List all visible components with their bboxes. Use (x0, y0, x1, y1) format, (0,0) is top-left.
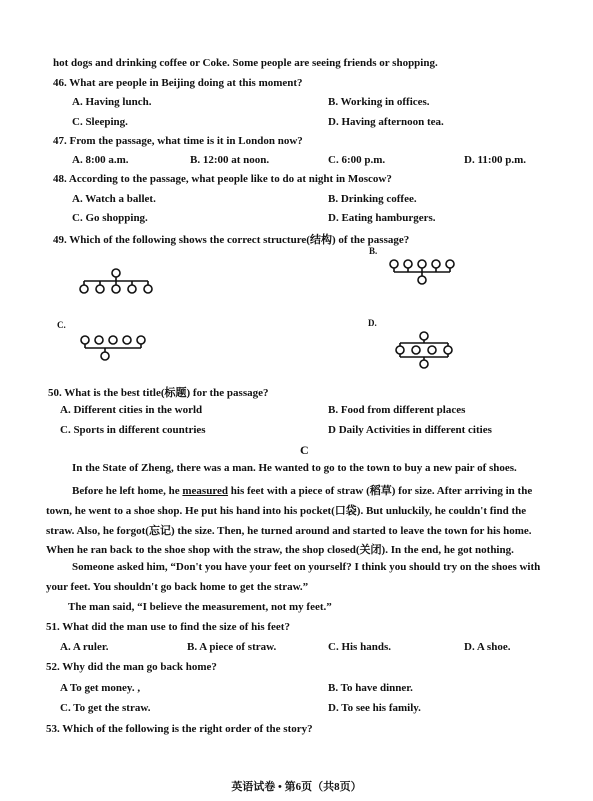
q51-option-b: B. A piece of straw. (187, 641, 277, 653)
q48-option-c: C. Go shopping. (72, 212, 148, 224)
q48-option-d: D. Eating hamburgers. (328, 212, 436, 224)
q50-option-a: A. Different cities in the world (60, 404, 203, 416)
q50-option-c: C. Sports in different countries (60, 424, 206, 436)
q46-option-c: C. Sleeping. (72, 116, 128, 128)
structure-diagram-b (388, 258, 464, 288)
question-50: 50. What is the best title(标题) for the passage? (48, 387, 269, 399)
q51-option-a: A. A ruler. (60, 641, 109, 653)
structure-diagram-c (79, 334, 155, 364)
q52-option-c: C. To get the straw. (60, 702, 151, 714)
passage-line-3: town, he went to a shoe shop. He put his hand into his pocket(口袋). But unluckily, he couldn't find the (46, 505, 527, 517)
question-49: 49. Which of the following shows the correct structure(结构) of the passage? (53, 234, 410, 246)
q52-option-a: A To get money. , (60, 682, 141, 694)
structure-label-c: C. (57, 320, 66, 330)
passage-line-6: Someone asked him, “Don't you have your feet on yourself? I think you should try on the shoes with (72, 561, 541, 573)
passage-text: his feet with a piece of straw (稻草) for size. After arriving in the (228, 485, 533, 497)
passage-line-8: The man said, “I believe the measurement, not my feet.” (68, 601, 332, 613)
q50-option-d: D Daily Activities in different cities (328, 424, 492, 436)
structure-label-d: D. (368, 318, 377, 328)
q52-option-b: B. To have dinner. (328, 682, 413, 694)
question-47: 47. From the passage, what time is it in London now? (53, 135, 303, 147)
q51-option-c: C. His hands. (328, 641, 391, 653)
q52-option-d: D. To see his family. (328, 702, 421, 714)
q48-option-a: A. Watch a ballet. (72, 193, 156, 205)
q46-option-d: D. Having afternoon tea. (328, 116, 444, 128)
q46-option-b: B. Working in offices. (328, 96, 430, 108)
q47-option-b: B. 12:00 at noon. (190, 154, 270, 166)
q48-option-b: B. Drinking coffee. (328, 193, 417, 205)
q47-option-c: C. 6:00 p.m. (328, 154, 386, 166)
passage-line-5: When he ran back to the shoe shop with the straw, the shop closed(关闭). In the end, he got nothing. (46, 544, 514, 556)
structure-diagram-d (394, 331, 458, 371)
q51-option-d: D. A shoe. (464, 641, 511, 653)
page-footer: 英语试卷 • 第6页（共8页） (231, 781, 362, 793)
question-46: 46. What are people in Beijing doing at this moment? (53, 77, 303, 89)
passage-line-7: your feet. You shouldn't go back home to get the straw.” (46, 581, 309, 593)
question-52: 52. Why did the man go back home? (46, 661, 217, 673)
section-heading: C (300, 443, 309, 457)
question-51: 51. What did the man use to find the size of his feet? (46, 621, 290, 633)
q50-option-b: B. Food from different places (328, 404, 466, 416)
q46-option-a: A. Having lunch. (72, 96, 152, 108)
question-48: 48. According to the passage, what people like to do at night in Moscow? (53, 173, 392, 185)
structure-diagram-a (76, 268, 156, 298)
q47-option-a: A. 8:00 a.m. (72, 154, 129, 166)
passage-line-4: straw. Also, he forgot(忘记) the size. Then, he turned around and started to leave the town for his home. (46, 525, 532, 537)
underlined-word: measured (182, 485, 229, 497)
intro-line: hot dogs and drinking coffee or Coke. Some people are seeing friends or shopping. (53, 57, 438, 69)
passage-line-1: In the State of Zheng, there was a man. He wanted to go to the town to buy a new pair of shoes. (72, 462, 517, 474)
q47-option-d: D. 11:00 p.m. (464, 154, 527, 166)
structure-label-b: B. (369, 246, 378, 256)
question-53: 53. Which of the following is the right order of the story? (46, 723, 313, 735)
passage-text: Before he left home, he (72, 485, 183, 497)
passage-line-2 (72, 482, 532, 498)
